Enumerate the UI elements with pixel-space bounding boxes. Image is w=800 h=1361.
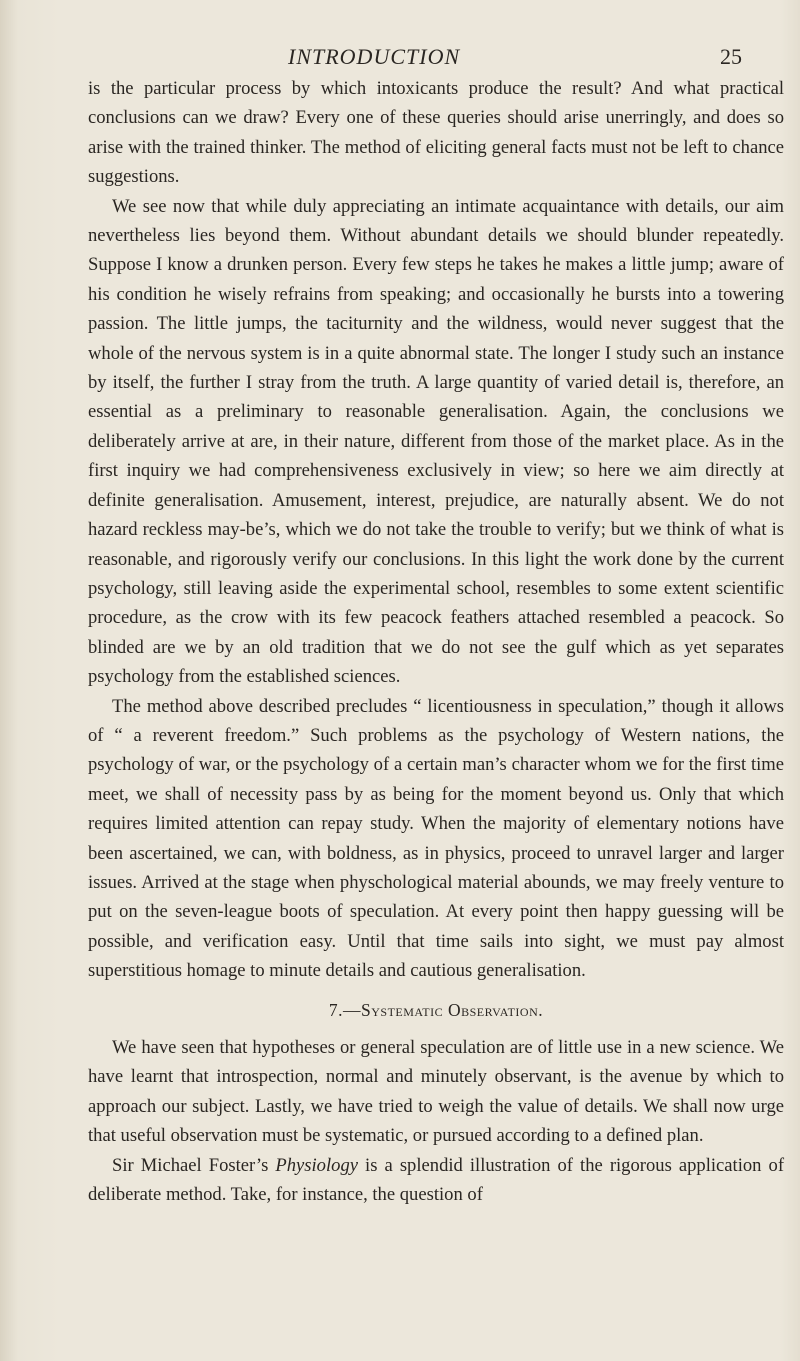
book-title: Physiology [275, 1154, 358, 1176]
section-title: —Systematic Observation. [343, 999, 544, 1020]
paragraph-4: We have seen that hypotheses or general speculation are of little use in a new science. We have learnt that introspection, normal and minutely observant, is the avenue by which to approach our subject. Lastly, we have tried to weigh the value of details. We shall now urge that useful observation must be systematic, or pursued according to a defined plan. [88, 1037, 784, 1147]
running-title: INTRODUCTION [288, 44, 461, 69]
section-heading [88, 996, 784, 1025]
paragraph-5-start: Sir Michael Foster’s [112, 1154, 276, 1176]
paragraph-5 [88, 1151, 784, 1210]
body-text [88, 74, 784, 1209]
page-number: 25 [720, 44, 742, 69]
paragraph-5-end: is a splendid illustration of the rigorous application of deliberate method. Take, for instance, the question of [88, 1154, 785, 1206]
section-number: 7. [328, 999, 343, 1020]
paragraph-2: We see now that while duly appreciating an intimate acquaintance with details, our aim nevertheless lies beyond them. Without abundant details we should blunder repeatedly. Suppose I know a drunken person. Every few steps he takes he makes a little jump; aware of his condition he wisely refrains from speaking; and occasionally he bursts into a towering passion. The little jumps, the taciturnity and the wildness, would never suggest that the whole of the nervous system is in a quite abnormal state. The longer I study such an instance by itself, the further I stray from the truth. A large quantity of varied detail is, therefore, an essential as a preliminary to reasonable generalisation. Again, the conclusions we deliberately arrive at are, in their nature, different from those of the market place. As in the first inquiry we had comprehensiveness exclusively in view; so here we aim directly at definite generalisation. Amusement, interest, prejudice, are naturally absent. We do not hazard reckless may-be’s, which we do not take the trouble to verify; but we think of what is reasonable, and rigorously verify our conclusions. In this light the work done by the current psychology, still leaving aside the experimental school, resembles to some extent scientific procedure, as the crow with its few peacock feathers attached resembled a peacock. So blinded are we by an old tradition that we do not see the gulf which as yet separates psychology from the established sciences. [88, 195, 784, 688]
paragraph-1: is the particular process by which intoxicants produce the result? And what practical conclusions can we draw? Every one of these queries should arise unerringly, and does so arise with the trained thinker. The method of eliciting general facts must not be left to chance suggestions. [88, 78, 784, 188]
paragraph-3: The method above described precludes “ licentiousness in speculation,” though it allows of “ a reverent freedom.” Such problems as the psychology of Western nations, the psychology of war, or the psychology of a certain man’s character whom we for the first time meet, we shall of necessity pass by as being for the moment beyond us. Only that which requires limited attention can repay study. When the majority of elementary notions have been ascertained, we can, with boldness, as in physics, proceed to unravel larger and larger issues. Arrived at the stage when physchological material abounds, we may freely venture to put on the seven-league boots of speculation. At every point then happy guessing will be possible, and verification easy. Until that time sails into sight, we must pay almost superstitious homage to minute details and cautious generalisation. [88, 695, 784, 982]
